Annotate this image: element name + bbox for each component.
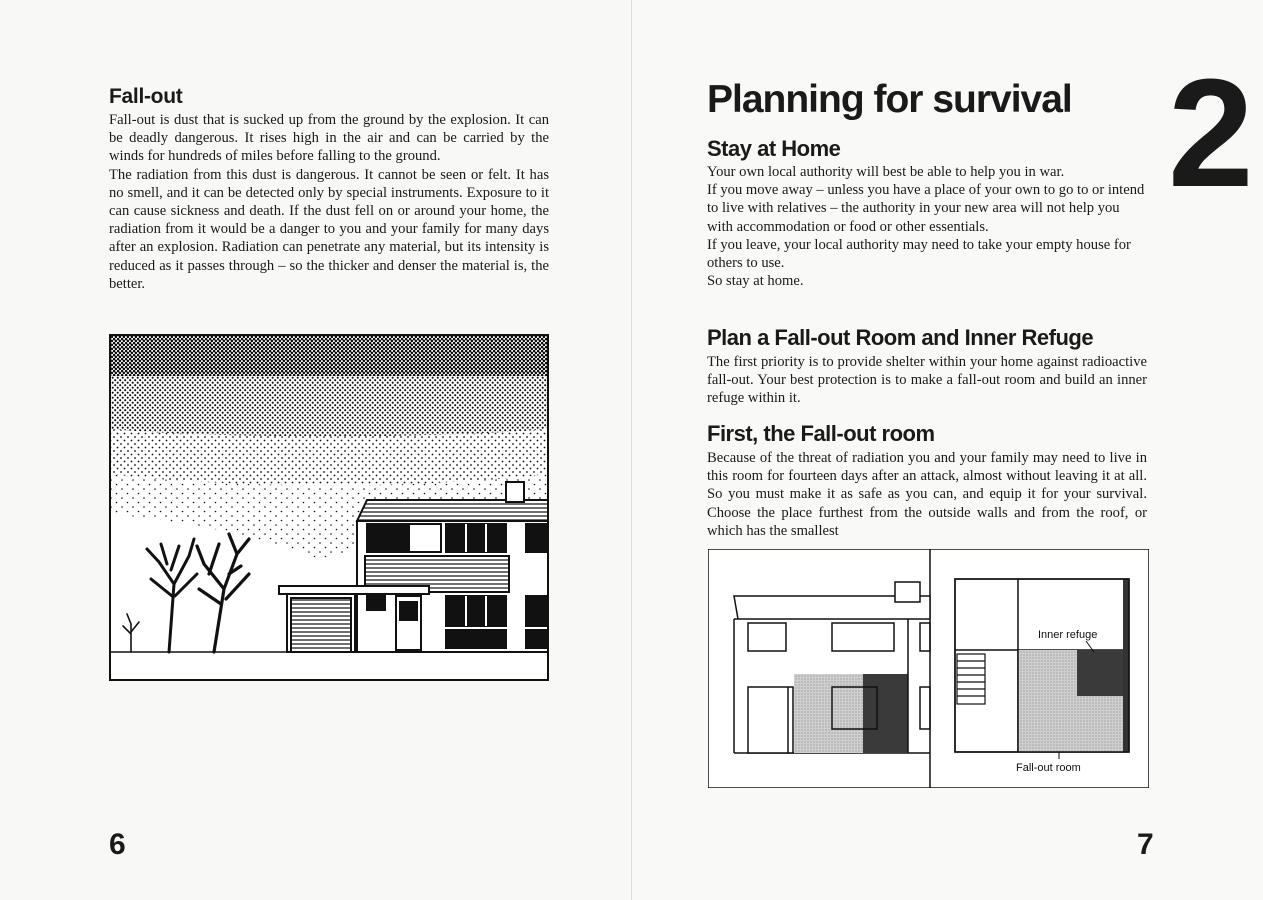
fallout-paragraph-2: The radiation from this dust is dangerous. It cannot be seen or felt. It has no smell, and it can be detected only by special instruments. Exposure to it can cause sickness and death. If the dust fell on or around your home, the radiation from it would be a danger to you and your family for many days after an explosion. Radiation can penetrate any material, but its intensity is reduced as it passes through – so the thicker and denser the material is, the better.: [109, 166, 549, 292]
floor-plan: [955, 579, 1129, 759]
left-page: [0, 0, 631, 900]
fallout-body: [109, 111, 549, 293]
plan-room-heading: Plan a Fall-out Room and Inner Refuge: [707, 325, 1094, 350]
inner-refuge-label: Inner refuge: [1038, 629, 1098, 641]
fallout-room-diagram: [708, 549, 1149, 788]
page-number-left: 6: [109, 828, 126, 861]
staircase: [957, 654, 985, 704]
stay-line-4: So stay at home.: [707, 273, 804, 290]
stay-at-home-body: [707, 163, 1147, 290]
stay-at-home-heading: Stay at Home: [707, 136, 841, 161]
plan-line-1: The first priority is to provide shelter within your home against radioactive fall-out. Your best protection is to make a fall-out room and build an inner refuge within it.: [707, 354, 1147, 407]
first-line-1: Because of the threat of radiation you and your family may need to live in this room for fourteen days after an attack, almost without leaving it at all. So you must make it as safe as you can, and equip it for your survival. Choose the place furthest from the outside walls and from the roof, or which has the smallest: [707, 450, 1147, 539]
fallout-heading: Fall-out: [109, 85, 183, 108]
chapter-number: 2: [1168, 47, 1250, 219]
page-number-right: 7: [1137, 828, 1154, 861]
fallout-room-label: Fall-out room: [1016, 762, 1081, 774]
chapter-title: Planning for survival: [707, 78, 1072, 121]
stay-line-2: If you move away – unless you have a place of your own to go to or intend to live with relatives – the authority in your new area will not help you with accommodation or food or other essentials.: [707, 182, 1145, 235]
stay-line-3: If you leave, your local authority may need to take your empty house for others to use.: [707, 236, 1131, 272]
fallout-room-heading: First, the Fall-out room: [707, 421, 935, 446]
stay-line-1: Your own local authority will best be able to help you in war.: [707, 164, 1065, 180]
fallout-room-body: [707, 449, 1147, 540]
plan-room-body: [707, 353, 1147, 408]
fallout-house-illustration: [109, 334, 549, 681]
fallout-paragraph-1: Fall-out is dust that is sucked up from the ground by the explosion. It can be deadly dangerous. It rises high in the air and can be carried by the winds for hundreds of miles before falling to the ground.: [109, 112, 549, 165]
